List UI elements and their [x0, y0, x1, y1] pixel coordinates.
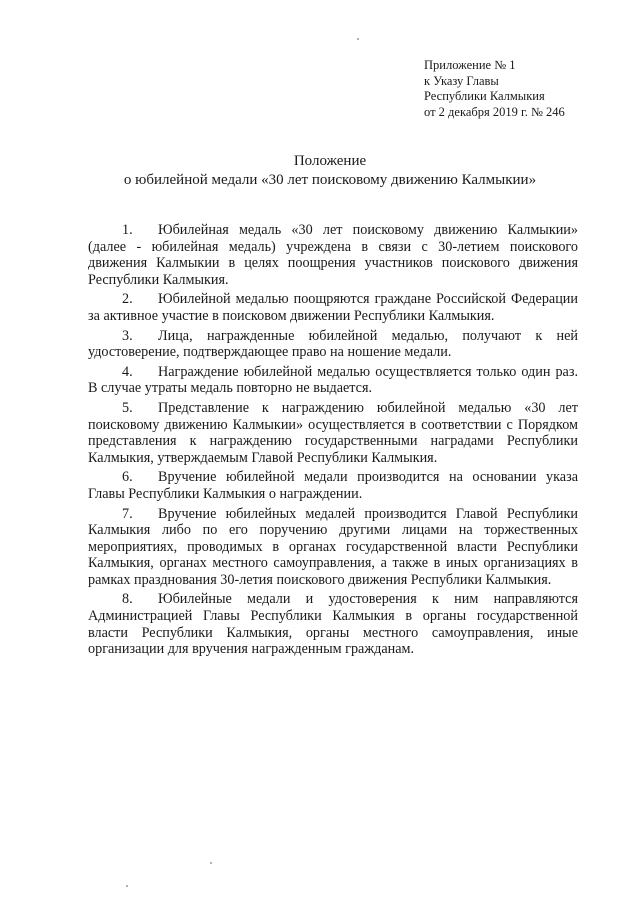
paragraph-8	[88, 591, 578, 657]
paragraph-text: Вручение юбилейной медали производится на основании указа Главы Республики Калмыкия о награждении.	[88, 469, 578, 502]
document-body	[88, 222, 578, 661]
paragraph-number: 4.	[122, 363, 133, 380]
paragraph-text: Представление к награждению юбилейной медалью «30 лет поисковому движению Калмыкии» осуществляется в соответствии с Порядком представления к награждению государственными наградами Республики Калмыкия, утверждаемым Главой Республики Калмыкия.	[88, 399, 578, 466]
paragraph-number: 3.	[122, 327, 133, 344]
scan-speck	[126, 885, 128, 887]
paragraph-4	[88, 364, 578, 397]
paragraph-text: Вручение юбилейных медалей производится Главой Республики Калмыкия либо по его поручению другими лицами на торжественных мероприятиях, проводимых в органах государственной власти Республики Калмыкия, органах местного самоуправления, а также в иных организациях в рамках празднования 30-летия поискового движения Республики Калмыкия.	[88, 505, 578, 588]
paragraph-6	[88, 469, 578, 502]
paragraph-number: 1.	[122, 222, 133, 238]
paragraph-number: 2.	[122, 291, 133, 308]
annex-line-3: Республики Калмыкия	[424, 89, 545, 103]
document-title: Положение	[293, 153, 367, 169]
paragraph-5	[88, 400, 578, 466]
paragraph-text: Юбилейные медали и удостоверения к ним направляются Администрацией Главы Республики Калмыкия в органы государственной власти Республики Калмыкия, органы местного самоуправления, иные организации для вручения награжденным гражданам.	[88, 591, 578, 658]
paragraph-text: Юбилейная медаль «30 лет поисковому движению Калмыкии» (далее - юбилейная медаль) учреждена в связи с 30-летием поискового движения Калмыкии в целях поощрения участников поискового движения Республики Калмыкия.	[88, 222, 578, 288]
scan-speck	[210, 862, 212, 864]
document-subtitle: о юбилейной медали «30 лет поисковому движению Калмыкии»	[123, 172, 537, 188]
paragraph-text: Юбилейной медалью поощряются граждане Российской Федерации за активное участие в поисковом движении Республики Калмыкия.	[88, 291, 578, 324]
annex-line-4: от 2 декабря 2019 г. № 246	[424, 104, 565, 119]
paragraph-3	[88, 328, 578, 361]
paragraph-text: Лица, награжденные юбилейной медалью, получают к ней удостоверение, подтверждающее право на ношение медали.	[88, 327, 578, 361]
paragraph-number: 6.	[122, 469, 133, 486]
paragraph-1	[88, 222, 578, 288]
scan-speck	[357, 38, 359, 40]
annex-line-1: Приложение № 1	[424, 58, 516, 72]
paragraph-7	[88, 506, 578, 589]
annex-line-2: к Указу Главы	[424, 73, 499, 88]
paragraph-text: Награждение юбилейной медалью осуществляется только один раз. В случае утраты медаль повторно не выдается.	[88, 363, 578, 397]
annex-block	[424, 58, 624, 120]
paragraph-2	[88, 291, 578, 324]
paragraph-number: 7.	[122, 505, 133, 522]
paragraph-number: 5.	[122, 399, 133, 416]
paragraph-number: 8.	[122, 591, 133, 608]
